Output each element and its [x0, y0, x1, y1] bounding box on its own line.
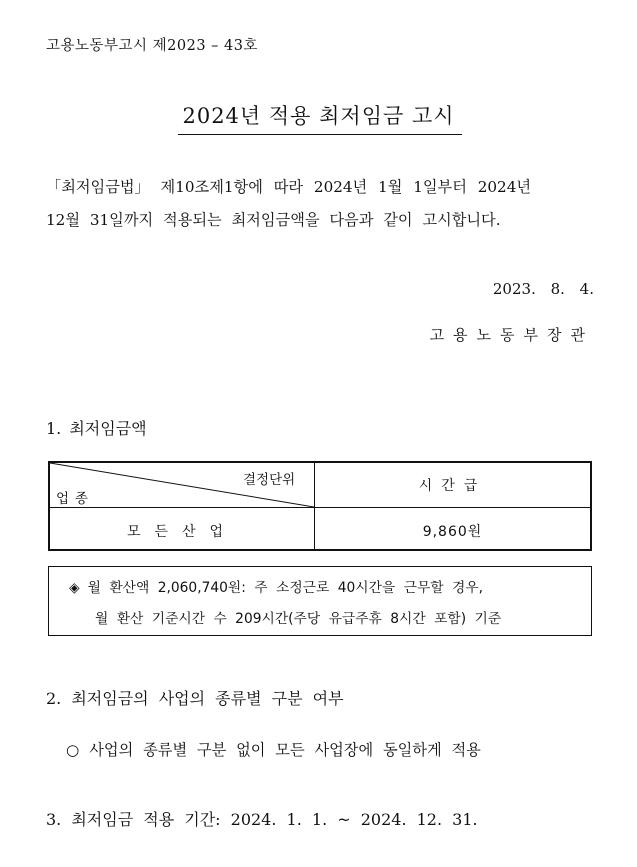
- document-title: 2024년 적용 최저임금 고시: [182, 104, 455, 128]
- header-hourly-wage: 시간급: [418, 478, 487, 494]
- note-line1: [69, 576, 483, 596]
- intro-paragraph-line2: 12월 31일까지 적용되는 최저임금액을 다음과 같이 고시합니다.: [46, 211, 501, 229]
- monthly-conversion-note: [48, 566, 592, 636]
- notice-number: 고용노동부고시 제2023 – 43호: [46, 38, 258, 54]
- section2-bullet: [66, 739, 481, 760]
- header-industry: 업종: [56, 491, 95, 507]
- notice-date: 2023. 8. 4.: [492, 280, 594, 298]
- section2-bullet-text: 사업의 종류별 구분 없이 모든 사업장에 동일하게 적용: [89, 741, 481, 759]
- circle-bullet-icon: ○: [66, 741, 80, 759]
- diamond-bullet-icon: ◈: [69, 580, 80, 596]
- intro-paragraph-line1: 「최저임금법」 제10조제1항에 따라 2024년 1월 1일부터 2024년: [46, 178, 532, 196]
- note-line1-text: 월 환산액 2,060,740원: 주 소정근로 40시간을 근무할 경우,: [87, 580, 484, 596]
- table-row-divider: [50, 507, 590, 508]
- cell-hourly-wage-value: 9,860원: [422, 524, 483, 540]
- section2-heading: 2. 최저임금의 사업의 종류별 구분 여부: [46, 689, 344, 708]
- section1-heading: 1. 최저임금액: [46, 419, 147, 438]
- section3-heading: 3. 최저임금 적용 기간: 2024. 1. 1. ~ 2024. 12. 31.: [46, 810, 478, 829]
- note-line2: 월 환산 기준시간 수 209시간(주당 유급주휴 8시간 포함) 기준: [95, 611, 502, 627]
- cell-all-industries: 모든산업: [126, 524, 238, 540]
- title-underline: [178, 134, 462, 135]
- header-decision-unit: 결정단위: [243, 472, 296, 488]
- minimum-wage-table: [48, 461, 592, 551]
- issuer-title: 고용노동부장관: [429, 326, 594, 344]
